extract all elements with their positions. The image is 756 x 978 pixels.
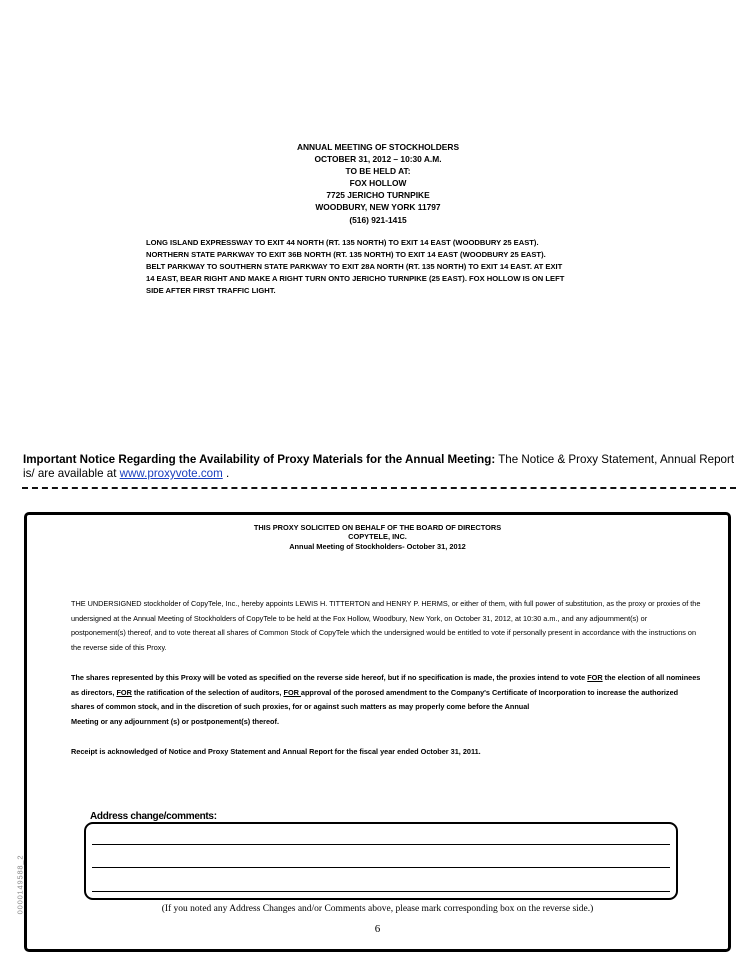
voting-text: the election of all nominees as directors, (71, 673, 701, 697)
directions-line: 14 EAST, BEAR RIGHT AND MAKE A RIGHT TURN ONTO JERICHO TURNPIKE (25 EAST). FOX HOLLOW IS ON LEFT (146, 274, 565, 284)
notice-end: . (222, 467, 230, 480)
directions-line: LONG ISLAND EXPRESSWAY TO EXIT 44 NORTH (RT. 135 NORTH) TO EXIT 14 EAST (WOODBURY 25 EAST). (146, 238, 539, 247)
meeting-venue: FOX HOLLOW (349, 178, 407, 189)
address-line[interactable] (92, 891, 670, 892)
voting-paragraph (71, 671, 701, 729)
receipt-paragraph: Receipt is acknowledged of Notice and Proxy Statement and Annual Report for the fiscal year ended October 31, 2011. (71, 747, 481, 756)
voting-text: approval of the porosed amendment to the Company's Certificate of Incorporation to increase the authorized shares of common stock, and in the discretion of such proxies, for or against such matters as may properly come before the Annual (71, 687, 679, 712)
meeting-city: WOODBURY, NEW YORK 11797 (315, 202, 441, 213)
card-header (27, 523, 728, 551)
meeting-title: ANNUAL MEETING OF STOCKHOLDERS (296, 142, 460, 152)
proxyvote-link[interactable]: www.proxyvote.com (119, 467, 223, 480)
directions-line: NORTHERN STATE PARKWAY TO EXIT 36B NORTH (RT. 135 NORTH) TO EXIT 14 EAST (WOODBURY 25 EAST). (146, 250, 546, 260)
card-header-company: COPYTELE, INC. (348, 532, 407, 542)
voting-text: the ratification of the selection of auditors, (131, 687, 284, 697)
notice-heading: Important Notice Regarding the Availability of Proxy Materials for the Annual Meeting: (23, 453, 496, 466)
proxy-materials-notice (23, 453, 739, 481)
address-note: (If you noted any Address Changes and/or Comments above, please mark corresponding box on the reverse side.) (161, 904, 594, 914)
page-number: 6 (374, 923, 381, 935)
voting-text: Meeting or any adjournment (s) or postponement(s) thereof. (71, 716, 279, 726)
for-emphasis: FOR (587, 673, 603, 682)
meeting-street: 7725 JERICHO TURNPIKE (326, 190, 430, 201)
appointment-paragraph: THE UNDERSIGNED stockholder of CopyTele, Inc., hereby appoints LEWIS H. TITTERTON and HENRY P. HERMS, or either of them, with full power of substitution, as the proxy or proxies of the undersigned at the Annual Meeting of Stockholders of CopyTele to be held at the Fox Hollow, Woodbury, New York, on October 31, 2012, at 10:30 a.m., and any adjournment(s) or postponement(s) thereof, and to vote thereat all shares of Common Stock of CopyTele which the undersigned would be entitled to vote if personally present in accordance with the instructions on the reverse side of this Proxy. (71, 599, 701, 652)
document-id: 0000149588_2 (15, 854, 25, 915)
for-emphasis: FOR (283, 687, 301, 697)
meeting-phone: (516) 921-1415 (349, 214, 407, 225)
address-line[interactable] (92, 844, 670, 845)
meeting-date: OCTOBER 31, 2012 – 10:30 A.M. (314, 154, 442, 165)
voting-text: The shares represented by this Proxy will be voted as specified on the reverse side hereof, but if no specification is made, the proxies intend to vote (71, 673, 588, 682)
address-line[interactable] (92, 867, 670, 868)
meeting-held-at: TO BE HELD AT: (345, 166, 411, 177)
directions-line: SIDE AFTER FIRST TRAFFIC LIGHT. (146, 286, 276, 296)
meeting-details (0, 141, 756, 226)
address-change-label: Address change/comments: (90, 811, 217, 822)
driving-directions (146, 237, 616, 297)
address-change-box[interactable] (84, 822, 678, 900)
detach-line (22, 487, 736, 489)
notice-text: The Notice & Proxy Statement, Annual Report is/ are available at (23, 453, 735, 480)
card-header-meeting: Annual Meeting of Stockholders- October 31, 2012 (289, 541, 466, 551)
proxy-card (24, 512, 731, 952)
directions-line: BELT PARKWAY TO SOUTHERN STATE PARKWAY TO EXIT 28A NORTH (RT. 135 NORTH) TO EXIT 14 EAST. AT EXIT (146, 262, 563, 272)
card-header-solicitation: THIS PROXY SOLICITED ON BEHALF OF THE BOARD OF DIRECTORS (253, 523, 502, 532)
for-emphasis: FOR (116, 687, 132, 697)
